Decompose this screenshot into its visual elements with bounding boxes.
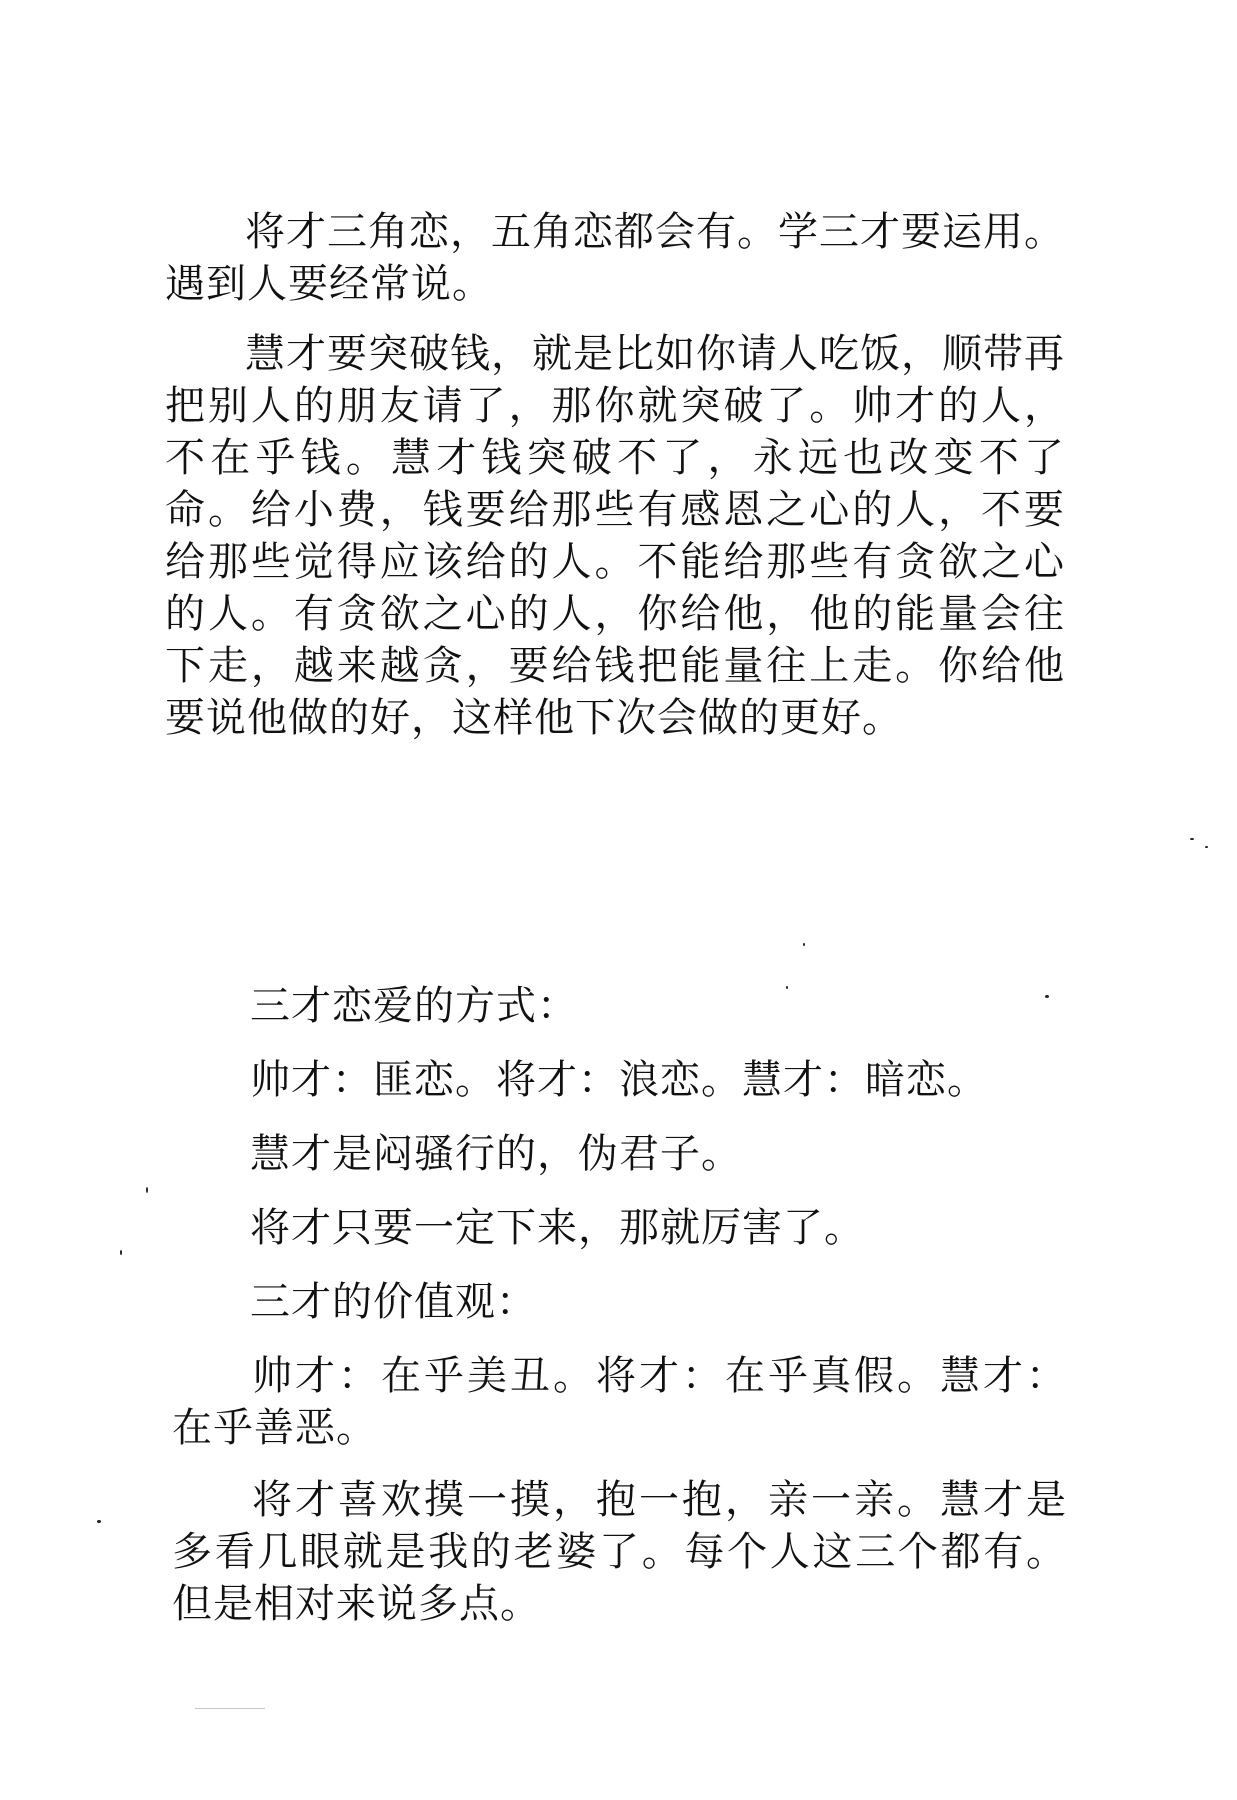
line-love-types: 帅才：匪恋。将才：浪恋。慧才：暗恋。 xyxy=(250,1057,988,1103)
upper-section xyxy=(165,206,1065,744)
scan-speck xyxy=(195,1708,265,1709)
scan-speck xyxy=(146,1187,148,1193)
scan-speck xyxy=(1045,995,1049,998)
scan-speck xyxy=(120,1250,122,1255)
paragraph-money-breakthrough: 慧才要突破钱，就是比如你请人吃饭，顺带再把别人的朋友请了，那你就突破了。帅才的人，不在乎钱。慧才钱突破不了，永远也改变不了命。给小费，钱要给那些有感恩之心的人，不要给那些觉得应该给的人。不能给那些有贪欲之心的人。有贪欲之心的人，你给他，他的能量会往下走，越来越贪，要给钱把能量往上走。你给他要说他做的好，这样他下次会做的更好。 xyxy=(165,331,1065,741)
paragraph-closing: 将才喜欢摸一摸，抱一抱，亲一亲。慧才是多看几眼就是我的老婆了。每个人这三个都有。但是相对来说多点。 xyxy=(172,1477,1067,1627)
scan-speck xyxy=(1190,838,1194,840)
heading-values: 三才的价值观： xyxy=(250,1279,537,1325)
paragraph-values: 帅才：在乎美丑。将才：在乎真假。慧才：在乎善恶。 xyxy=(172,1353,1067,1451)
paragraph-love-triangle: 将才三角恋，五角恋都会有。学三才要运用。遇到人要经常说。 xyxy=(165,209,1065,307)
line-huicai-note: 慧才是闷骚行的，伪君子。 xyxy=(250,1131,742,1177)
lower-section xyxy=(172,980,1067,1650)
line-jiangcai-note: 将才只要一定下来，那就厉害了。 xyxy=(250,1205,865,1251)
scan-speck xyxy=(97,1520,101,1523)
scan-speck xyxy=(1205,846,1208,848)
scan-speck xyxy=(786,986,788,989)
heading-love-style: 三才恋爱的方式： xyxy=(250,983,578,1029)
scan-speck xyxy=(803,943,805,946)
